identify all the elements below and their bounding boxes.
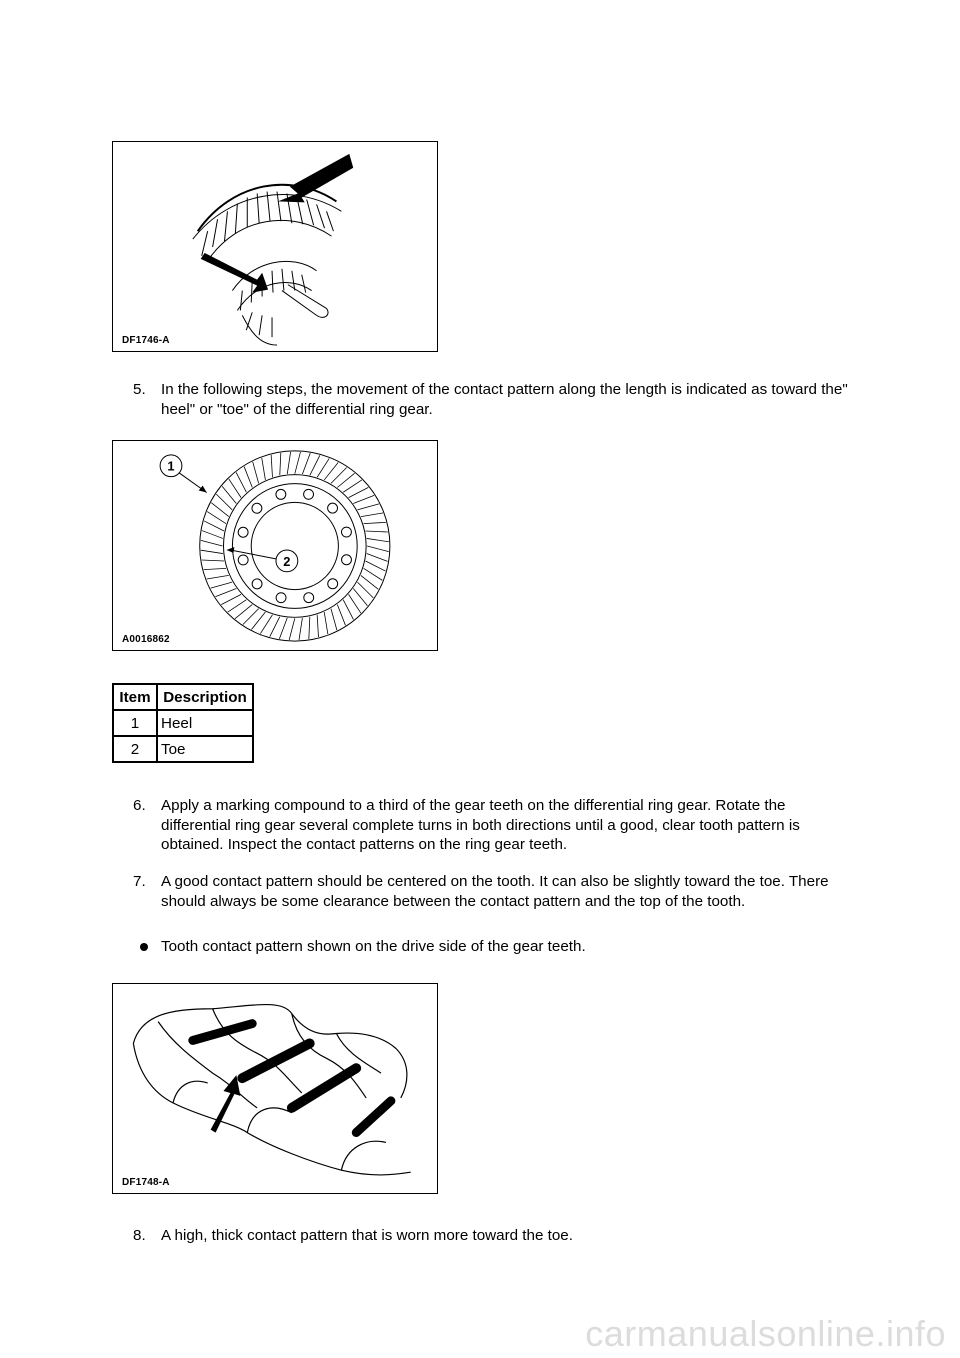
gear-tooth [221,594,241,604]
bolt-hole [276,489,286,499]
gear-tooth [207,512,226,524]
gear-tooth [364,522,386,523]
bullet-text: Tooth contact pattern shown on the drive side of the gear teeth. [161,938,586,955]
gear-tooth [361,575,378,589]
gear-tooth [349,487,369,497]
gear-tooth [324,612,328,634]
gear-tooth [295,452,301,474]
gear-tooth [244,467,252,488]
bolt-hole [238,555,248,565]
cell-description: Heel [157,710,253,736]
bolt-hole [341,527,351,537]
gear-tooth [202,531,223,539]
item-description-table [112,683,254,763]
step-7 [133,872,853,911]
bolt-hole [328,579,338,589]
step-text: A good contact pattern should be centered on the tooth. It can also be slightly toward the toe. There should always be some clearance between the contact pattern and the top of the tooth. [161,873,829,910]
gear-tooth [317,458,329,477]
table-row [113,710,253,736]
figure-ring-gear [112,440,438,651]
step-6 [133,796,853,855]
gear-tooth [309,617,310,639]
gear-tooth [280,453,281,475]
gear-tooth [302,453,310,474]
gear-tooth [228,600,247,612]
step-text: In the following steps, the movement of the contact pattern along the length is indicated as toward the" heel" or "toe" of the differential ring gear. [161,381,848,418]
gear-tooth [324,462,338,479]
note-bullet [140,937,840,957]
gear-tooth [343,480,362,492]
figure-label: DF1746-A [122,335,170,346]
gear-tooth [289,618,295,640]
bolt-hole [304,489,314,499]
step-number: 6. [133,797,146,814]
gear-tooth [222,486,236,503]
gear-tooth [353,495,374,503]
gear-tooth [279,618,287,639]
bolt-hole [276,593,286,603]
gear-tooth [202,560,224,561]
gear-tooth [367,546,389,552]
gear-tooth [366,561,386,571]
gear-tooth [260,615,272,634]
step-text: Apply a marking compound to a third of the gear teeth on the differential ring gear. Rotate the differential ring gear several complete turns in both directions until a good, clear tooth pattern is obtained. Inspect the contact patterns on the ring gear teeth. [161,797,800,853]
gear-tooth [253,462,259,484]
step-number: 5. [133,381,146,398]
tooth-pattern-illustration [113,984,437,1193]
gear-tooth [367,538,389,541]
gear-tooth [251,612,265,629]
gear-tooth [357,582,373,598]
header-item: Item [113,684,157,710]
gear-tooth [207,575,229,579]
gear-tooth [287,452,290,474]
gear-tooth [299,618,302,640]
gear-tooth [331,467,347,483]
gear-tooth [271,455,272,477]
gear-tooth [317,615,318,637]
step-number: 8. [133,1227,146,1244]
gear-tooth [243,609,259,625]
cell-item: 1 [113,710,157,736]
bolt-hole [342,555,352,565]
gear-tooth [211,582,233,588]
gear-tooth [310,455,320,475]
gear-tooth [229,479,241,498]
header-description: Description [157,684,253,710]
bullet-icon [140,943,148,951]
step-5 [133,380,853,419]
gear-tooth [364,568,383,580]
step-number: 7. [133,873,146,890]
gear-tooth [201,550,223,553]
step-text: A high, thick contact pattern that is worn more toward the toe. [161,1227,573,1244]
gear-tooth [357,504,379,510]
callout-2: 2 [283,553,291,569]
gear-tooth [366,531,388,532]
ring-pinion-illustration [113,142,437,351]
gear-tooth [211,503,228,517]
bolt-hole [304,593,314,603]
callout-1: 1 [167,458,175,474]
gear-tooth [235,604,252,618]
gear-tooth [262,458,266,480]
gear-tooth [349,594,361,613]
figure-label: A0016862 [122,634,170,645]
gear-tooth [201,540,223,546]
gear-tooth [216,588,237,596]
gear-tooth [353,588,367,605]
gear-tooth [343,600,353,620]
cell-item: 2 [113,736,157,762]
gear-tooth [337,604,345,625]
gear-tooth [204,568,226,569]
table-row [113,736,253,762]
gear-tooth [361,513,383,517]
figure-label: DF1748-A [122,1177,170,1188]
cell-description: Toe [157,736,253,762]
gear-tooth [236,472,246,492]
figure-gear-contact [112,141,438,352]
figure-tooth-pattern [112,983,438,1194]
watermark: carmanualsonline.info [585,1313,946,1354]
table-header-row [113,684,253,710]
gear-tooth [216,494,232,510]
bolt-hole [252,579,262,589]
ring-gear-illustration [113,441,437,650]
gear-tooth [331,609,337,631]
bolt-hole [252,503,262,513]
gear-tooth [204,521,224,531]
bolt-hole [238,527,248,537]
gear-tooth [367,554,388,562]
bolt-hole [328,503,338,513]
gear-tooth [270,617,280,637]
gear-tooth [337,473,354,487]
step-8 [133,1226,853,1246]
